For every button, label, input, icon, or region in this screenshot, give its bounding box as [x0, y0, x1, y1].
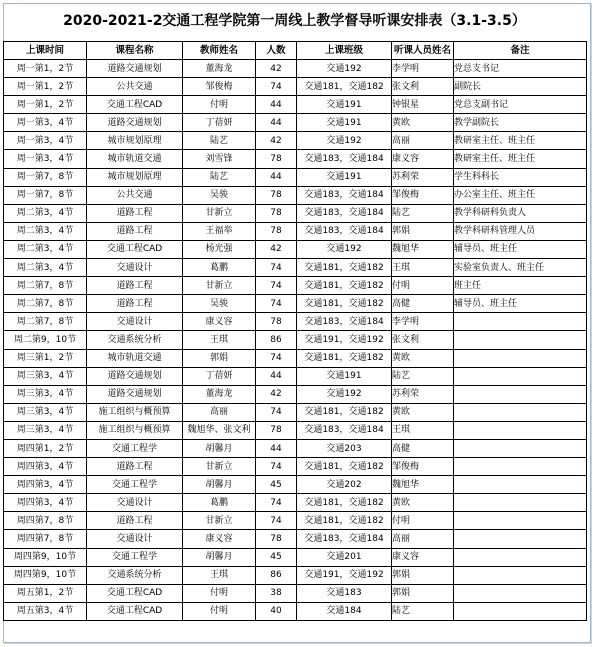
cell-teacher-name: 付明: [183, 602, 256, 620]
cell-remarks: 教学科研科管理人员: [454, 222, 587, 240]
cell-teacher-name: 甘新立: [183, 458, 256, 476]
cell-student-count: 78: [256, 313, 297, 331]
table-row: [4, 204, 587, 222]
cell-class-group: 交通191，交通192: [297, 566, 392, 584]
cell-observer-name: 陆艺: [392, 602, 454, 620]
cell-course-name: 道路交通规划: [87, 385, 183, 403]
table-row: [4, 313, 587, 331]
cell-student-count: 44: [256, 168, 297, 186]
cell-class-time: 周四第7，8节: [4, 512, 87, 530]
cell-teacher-name: 甘新立: [183, 277, 256, 295]
cell-course-name: 道路工程: [87, 295, 183, 313]
cell-student-count: 74: [256, 259, 297, 277]
cell-remarks: [454, 548, 587, 566]
cell-observer-name: 高健: [392, 439, 454, 457]
cell-remarks: [454, 421, 587, 439]
cell-teacher-name: 胡馨月: [183, 548, 256, 566]
cell-class-time: 周二第7，8节: [4, 295, 87, 313]
cell-course-name: 交通工程CAD: [87, 96, 183, 114]
table-row: [4, 168, 587, 186]
cell-teacher-name: 甘新立: [183, 204, 256, 222]
cell-course-name: 交通设计: [87, 530, 183, 548]
cell-course-name: 道路工程: [87, 204, 183, 222]
table-row: [4, 222, 587, 240]
header-observer-name: 听课人员姓名: [392, 42, 454, 60]
cell-student-count: 86: [256, 566, 297, 584]
cell-student-count: 74: [256, 512, 297, 530]
cell-remarks: [454, 494, 587, 512]
cell-class-group: 交通181，交通182: [297, 458, 392, 476]
cell-course-name: 城市轨道交通: [87, 349, 183, 367]
cell-teacher-name: 胡馨月: [183, 476, 256, 494]
cell-remarks: 辅导员、班主任: [454, 240, 587, 258]
table-row: [4, 476, 587, 494]
cell-teacher-name: 陆艺: [183, 168, 256, 186]
table-row: [4, 331, 587, 349]
page-title: 2020-2021-2交通工程学院第一周线上教学督导听课安排表（3.1-3.5）: [63, 13, 526, 29]
cell-teacher-name: 郭娟: [183, 349, 256, 367]
cell-class-time: 周三第3，4节: [4, 403, 87, 421]
cell-observer-name: 魏旭华: [392, 476, 454, 494]
cell-class-time: 周二第3，4节: [4, 204, 87, 222]
cell-course-name: 施工组织与概预算: [87, 421, 183, 439]
cell-class-group: 交通181，交通182: [297, 349, 392, 367]
cell-class-group: 交通201: [297, 548, 392, 566]
cell-course-name: 城市规划原理: [87, 132, 183, 150]
cell-class-group: 交通183，交通184: [297, 530, 392, 548]
cell-class-time: 周四第3，4节: [4, 458, 87, 476]
cell-remarks: 教研室主任、班主任: [454, 132, 587, 150]
cell-class-time: 周三第3，4节: [4, 385, 87, 403]
cell-observer-name: 高健: [392, 295, 454, 313]
cell-class-time: 周一第3，4节: [4, 150, 87, 168]
cell-class-time: 周一第1，2节: [4, 78, 87, 96]
cell-observer-name: 王琪: [392, 259, 454, 277]
header-class-time: 上课时间: [4, 42, 87, 60]
cell-student-count: 45: [256, 476, 297, 494]
cell-course-name: 道路工程: [87, 222, 183, 240]
cell-remarks: [454, 385, 587, 403]
cell-student-count: 74: [256, 277, 297, 295]
cell-course-name: 交通工程学: [87, 548, 183, 566]
cell-class-group: 交通192: [297, 240, 392, 258]
table-row: [4, 403, 587, 421]
cell-remarks: 辅导员、班主任: [454, 295, 587, 313]
cell-teacher-name: 胡馨月: [183, 439, 256, 457]
table-row: [4, 78, 587, 96]
cell-course-name: 道路工程: [87, 512, 183, 530]
cell-course-name: 交通设计: [87, 259, 183, 277]
cell-observer-name: 康义容: [392, 548, 454, 566]
cell-student-count: 40: [256, 602, 297, 620]
cell-remarks: [454, 566, 587, 584]
cell-student-count: 74: [256, 403, 297, 421]
cell-remarks: [454, 403, 587, 421]
cell-course-name: 道路工程: [87, 458, 183, 476]
table-row: [4, 240, 587, 258]
header-class-group: 上课班级: [297, 42, 392, 60]
cell-class-time: 周二第7，8节: [4, 277, 87, 295]
schedule-table: [3, 41, 587, 621]
header-teacher-name: 教师姓名: [183, 42, 256, 60]
cell-remarks: 班主任: [454, 277, 587, 295]
cell-course-name: 交通系统分析: [87, 331, 183, 349]
cell-teacher-name: 董海龙: [183, 385, 256, 403]
cell-observer-name: 张文利: [392, 78, 454, 96]
cell-class-time: 周一第7，8节: [4, 186, 87, 204]
cell-class-group: 交通192: [297, 132, 392, 150]
cell-observer-name: 黄欧: [392, 494, 454, 512]
cell-class-group: 交通183，交通184: [297, 150, 392, 168]
cell-student-count: 74: [256, 349, 297, 367]
cell-remarks: [454, 584, 587, 602]
cell-class-time: 周四第1，2节: [4, 439, 87, 457]
cell-observer-name: 陆艺: [392, 367, 454, 385]
cell-teacher-name: 葛鹏: [183, 494, 256, 512]
cell-course-name: 交通设计: [87, 494, 183, 512]
cell-course-name: 交通工程CAD: [87, 240, 183, 258]
table-row: [4, 349, 587, 367]
table-row: [4, 114, 587, 132]
table-row: [4, 494, 587, 512]
cell-class-time: 周四第9，10节: [4, 548, 87, 566]
cell-student-count: 74: [256, 78, 297, 96]
cell-class-time: 周四第3，4节: [4, 494, 87, 512]
cell-class-group: 交通181，交通182: [297, 78, 392, 96]
cell-remarks: 学生科科长: [454, 168, 587, 186]
cell-course-name: 公共交通: [87, 186, 183, 204]
header-remarks: 备注: [454, 42, 587, 60]
cell-remarks: 党总支书记: [454, 60, 587, 78]
table-row: [4, 367, 587, 385]
cell-student-count: 78: [256, 530, 297, 548]
header-course-name: 课程名称: [87, 42, 183, 60]
cell-teacher-name: 陆艺: [183, 132, 256, 150]
cell-observer-name: 付明: [392, 512, 454, 530]
cell-observer-name: 高丽: [392, 132, 454, 150]
cell-student-count: 44: [256, 96, 297, 114]
cell-student-count: 38: [256, 584, 297, 602]
cell-course-name: 交通工程CAD: [87, 602, 183, 620]
cell-teacher-name: 丁蓓妍: [183, 367, 256, 385]
cell-observer-name: 李学明: [392, 313, 454, 331]
header-student-count: 人数: [256, 42, 297, 60]
cell-teacher-name: 葛鹏: [183, 259, 256, 277]
cell-remarks: [454, 530, 587, 548]
cell-observer-name: 陆艺: [392, 204, 454, 222]
cell-teacher-name: 高丽: [183, 403, 256, 421]
table-row: [4, 584, 587, 602]
cell-observer-name: 付明: [392, 277, 454, 295]
table-row: [4, 259, 587, 277]
cell-remarks: 副院长: [454, 78, 587, 96]
cell-remarks: [454, 349, 587, 367]
table-row: [4, 277, 587, 295]
cell-course-name: 交通工程CAD: [87, 584, 183, 602]
cell-remarks: 教研室主任、班主任: [454, 150, 587, 168]
cell-student-count: 86: [256, 331, 297, 349]
table-row: [4, 295, 587, 313]
cell-teacher-name: 吴骏: [183, 295, 256, 313]
cell-class-group: 交通192: [297, 60, 392, 78]
cell-student-count: 78: [256, 204, 297, 222]
cell-class-group: 交通191，交通192: [297, 331, 392, 349]
cell-class-time: 周三第3，4节: [4, 421, 87, 439]
cell-remarks: [454, 602, 587, 620]
cell-class-time: 周四第9，10节: [4, 566, 87, 584]
table-row: [4, 548, 587, 566]
cell-observer-name: 魏旭华: [392, 240, 454, 258]
table-row: [4, 602, 587, 620]
table-row: [4, 530, 587, 548]
cell-course-name: 城市轨道交通: [87, 150, 183, 168]
cell-class-group: 交通181，交通182: [297, 295, 392, 313]
cell-class-group: 交通181，交通182: [297, 277, 392, 295]
cell-observer-name: 康义容: [392, 150, 454, 168]
cell-teacher-name: 邹俊梅: [183, 78, 256, 96]
cell-remarks: [454, 331, 587, 349]
table-row: [4, 60, 587, 78]
cell-remarks: [454, 367, 587, 385]
cell-observer-name: 苏利荣: [392, 168, 454, 186]
cell-student-count: 44: [256, 114, 297, 132]
cell-student-count: 42: [256, 132, 297, 150]
cell-course-name: 道路工程: [87, 277, 183, 295]
cell-class-time: 周四第7，8节: [4, 530, 87, 548]
cell-remarks: 实验室负责人、班主任: [454, 259, 587, 277]
cell-teacher-name: 刘雪锋: [183, 150, 256, 168]
cell-remarks: [454, 313, 587, 331]
cell-student-count: 78: [256, 150, 297, 168]
cell-observer-name: 高丽: [392, 530, 454, 548]
cell-remarks: [454, 458, 587, 476]
cell-student-count: 44: [256, 439, 297, 457]
table-row: [4, 96, 587, 114]
cell-class-group: 交通181，交通182: [297, 512, 392, 530]
cell-observer-name: 李学明: [392, 60, 454, 78]
cell-class-group: 交通184: [297, 602, 392, 620]
cell-teacher-name: 王琪: [183, 566, 256, 584]
cell-class-time: 周一第7，8节: [4, 168, 87, 186]
cell-class-group: 交通191: [297, 367, 392, 385]
cell-class-group: 交通191: [297, 96, 392, 114]
cell-observer-name: 钟银星: [392, 96, 454, 114]
cell-class-time: 周一第3，4节: [4, 114, 87, 132]
cell-teacher-name: 王福举: [183, 222, 256, 240]
cell-course-name: 交通工程学: [87, 439, 183, 457]
cell-class-group: 交通191: [297, 114, 392, 132]
cell-course-name: 施工组织与概预算: [87, 403, 183, 421]
cell-course-name: 交通系统分析: [87, 566, 183, 584]
cell-class-group: 交通192: [297, 385, 392, 403]
cell-student-count: 74: [256, 295, 297, 313]
cell-class-group: 交通202: [297, 476, 392, 494]
cell-student-count: 44: [256, 367, 297, 385]
cell-teacher-name: 付明: [183, 96, 256, 114]
cell-observer-name: 郭娟: [392, 566, 454, 584]
cell-observer-name: 王琪: [392, 421, 454, 439]
cell-remarks: 教学科研科负责人: [454, 204, 587, 222]
cell-student-count: 42: [256, 240, 297, 258]
cell-teacher-name: 杨光强: [183, 240, 256, 258]
cell-teacher-name: 魏旭华、张文利: [183, 421, 256, 439]
cell-class-time: 周一第1，2节: [4, 96, 87, 114]
table-row: [4, 421, 587, 439]
cell-teacher-name: 付明: [183, 584, 256, 602]
cell-class-group: 交通181，交通182: [297, 403, 392, 421]
cell-teacher-name: 康义容: [183, 530, 256, 548]
cell-class-time: 周二第3，4节: [4, 240, 87, 258]
cell-class-time: 周三第1，2节: [4, 349, 87, 367]
table-row: [4, 439, 587, 457]
cell-course-name: 交通工程学: [87, 476, 183, 494]
cell-teacher-name: 王琪: [183, 331, 256, 349]
cell-student-count: 45: [256, 548, 297, 566]
cell-remarks: [454, 439, 587, 457]
cell-class-group: 交通183，交通184: [297, 186, 392, 204]
cell-observer-name: 郭娟: [392, 584, 454, 602]
cell-class-group: 交通181，交通182: [297, 259, 392, 277]
cell-class-group: 交通183，交通184: [297, 204, 392, 222]
cell-class-time: 周三第3，4节: [4, 367, 87, 385]
table-row: [4, 186, 587, 204]
table-row: [4, 512, 587, 530]
cell-remarks: [454, 512, 587, 530]
cell-class-group: 交通183，交通184: [297, 222, 392, 240]
cell-teacher-name: 吴骏: [183, 186, 256, 204]
cell-course-name: 城市规划原理: [87, 168, 183, 186]
cell-student-count: 78: [256, 186, 297, 204]
cell-class-group: 交通203: [297, 439, 392, 457]
cell-student-count: 78: [256, 222, 297, 240]
cell-course-name: 公共交通: [87, 78, 183, 96]
cell-teacher-name: 甘新立: [183, 512, 256, 530]
cell-class-group: 交通181，交通182: [297, 494, 392, 512]
cell-course-name: 道路交通规划: [87, 60, 183, 78]
cell-course-name: 交通设计: [87, 313, 183, 331]
cell-remarks: 办公室主任、班主任: [454, 186, 587, 204]
cell-class-time: 周四第3，4节: [4, 476, 87, 494]
table-row: [4, 458, 587, 476]
cell-observer-name: 郭娟: [392, 222, 454, 240]
cell-remarks: 党总支副书记: [454, 96, 587, 114]
cell-class-time: 周五第1，2节: [4, 584, 87, 602]
cell-observer-name: 邹俊梅: [392, 458, 454, 476]
cell-student-count: 74: [256, 458, 297, 476]
cell-class-group: 交通191: [297, 168, 392, 186]
table-row: [4, 566, 587, 584]
table-header-row: [4, 42, 587, 60]
cell-class-group: 交通183，交通184: [297, 421, 392, 439]
cell-remarks: [454, 476, 587, 494]
cell-teacher-name: 丁蓓妍: [183, 114, 256, 132]
cell-observer-name: 黄欧: [392, 114, 454, 132]
cell-course-name: 道路交通规划: [87, 114, 183, 132]
cell-student-count: 42: [256, 60, 297, 78]
cell-class-group: 交通183: [297, 584, 392, 602]
cell-student-count: 78: [256, 421, 297, 439]
cell-observer-name: 张文利: [392, 331, 454, 349]
table-row: [4, 132, 587, 150]
cell-observer-name: 黄欧: [392, 403, 454, 421]
cell-remarks: 教学副院长: [454, 114, 587, 132]
cell-student-count: 42: [256, 385, 297, 403]
cell-class-time: 周五第3，4节: [4, 602, 87, 620]
table-row: [4, 150, 587, 168]
cell-class-time: 周一第1，2节: [4, 60, 87, 78]
cell-class-time: 周二第9，10节: [4, 331, 87, 349]
cell-teacher-name: 董海龙: [183, 60, 256, 78]
cell-course-name: 道路交通规划: [87, 367, 183, 385]
cell-class-time: 周二第7，8节: [4, 313, 87, 331]
cell-class-time: 周一第3，4节: [4, 132, 87, 150]
cell-class-group: 交通183，交通184: [297, 313, 392, 331]
cell-observer-name: 苏利荣: [392, 385, 454, 403]
cell-student-count: 74: [256, 494, 297, 512]
cell-observer-name: 邹俊梅: [392, 186, 454, 204]
cell-observer-name: 黄欧: [392, 349, 454, 367]
cell-teacher-name: 康义容: [183, 313, 256, 331]
table-row: [4, 385, 587, 403]
cell-class-time: 周二第3，4节: [4, 222, 87, 240]
cell-class-time: 周二第3，4节: [4, 259, 87, 277]
